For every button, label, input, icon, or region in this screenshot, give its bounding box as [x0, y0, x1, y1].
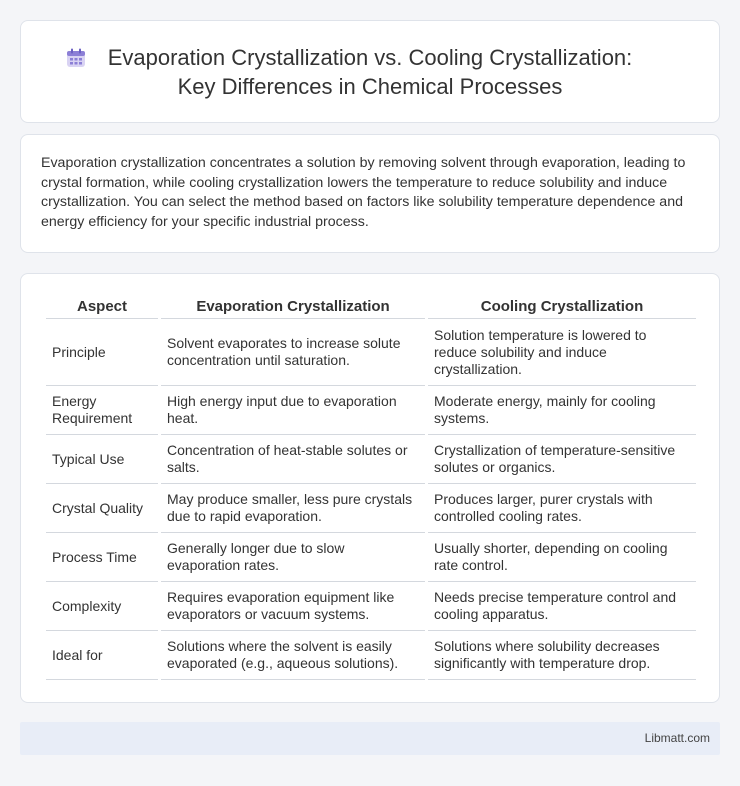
- cell-cooling: Needs precise temperature control and cooling apparatus.: [428, 582, 696, 631]
- table-row: [46, 319, 696, 386]
- page-title-line-2: Key Differences in Chemical Processes: [177, 74, 563, 99]
- cell-aspect: Typical Use: [46, 435, 158, 484]
- cell-evaporation: May produce smaller, less pure crystals due to rapid evaporation.: [161, 484, 425, 533]
- cell-cooling: Solutions where solubility decreases significantly with temperature drop.: [428, 631, 696, 680]
- header-cooling: Cooling Crystallization: [428, 296, 696, 319]
- header-aspect: Aspect: [46, 296, 158, 319]
- cell-aspect: Energy Requirement: [46, 386, 158, 435]
- cell-cooling: Produces larger, purer crystals with controlled cooling rates.: [428, 484, 696, 533]
- cell-cooling: Moderate energy, mainly for cooling systems.: [428, 386, 696, 435]
- cell-aspect: Complexity: [46, 582, 158, 631]
- cell-evaporation: Concentration of heat-stable solutes or salts.: [161, 435, 425, 484]
- intro-card: [20, 134, 720, 253]
- comparison-table: [43, 296, 699, 680]
- cell-cooling: Usually shorter, depending on cooling rate control.: [428, 533, 696, 582]
- cell-aspect: Principle: [46, 319, 158, 386]
- cell-evaporation: Solutions where the solvent is easily evaporated (e.g., aqueous solutions).: [161, 631, 425, 680]
- cell-evaporation: Generally longer due to slow evaporation rates.: [161, 533, 425, 582]
- table-header-row: [46, 296, 696, 319]
- cell-evaporation: High energy input due to evaporation heat.: [161, 386, 425, 435]
- intro-text: Evaporation crystallization concentrates a solution by removing solvent through evaporation, leading to crystal formation, while cooling crystallization lowers the temperature to reduce solubility and induce crystallization. You can select the method based on factors like solubility temperature dependence and energy efficiency for your specific industrial process.: [41, 155, 686, 230]
- footer-brand-link[interactable]: Libmatt.com: [644, 731, 710, 745]
- footer-bar: [20, 722, 720, 755]
- table-row: [46, 386, 696, 435]
- cell-evaporation: Solvent evaporates to increase solute concentration until saturation.: [161, 319, 425, 386]
- header-evaporation: Evaporation Crystallization: [161, 296, 425, 319]
- cell-cooling: Solution temperature is lowered to reduce solubility and induce crystallization.: [428, 319, 696, 386]
- table-row: [46, 533, 696, 582]
- cell-aspect: Crystal Quality: [46, 484, 158, 533]
- page-title: [21, 43, 719, 101]
- cell-aspect: Process Time: [46, 533, 158, 582]
- cell-cooling: Crystallization of temperature-sensitive solutes or organics.: [428, 435, 696, 484]
- header-card: [20, 20, 720, 123]
- comparison-card: [20, 273, 720, 703]
- cell-aspect: Ideal for: [46, 631, 158, 680]
- table-row: [46, 631, 696, 680]
- cell-evaporation: Requires evaporation equipment like evaporators or vacuum systems.: [161, 582, 425, 631]
- table-row: [46, 582, 696, 631]
- page-title-line-1: Evaporation Crystallization vs. Cooling Crystallization:: [107, 45, 633, 70]
- table-row: [46, 484, 696, 533]
- table-row: [46, 435, 696, 484]
